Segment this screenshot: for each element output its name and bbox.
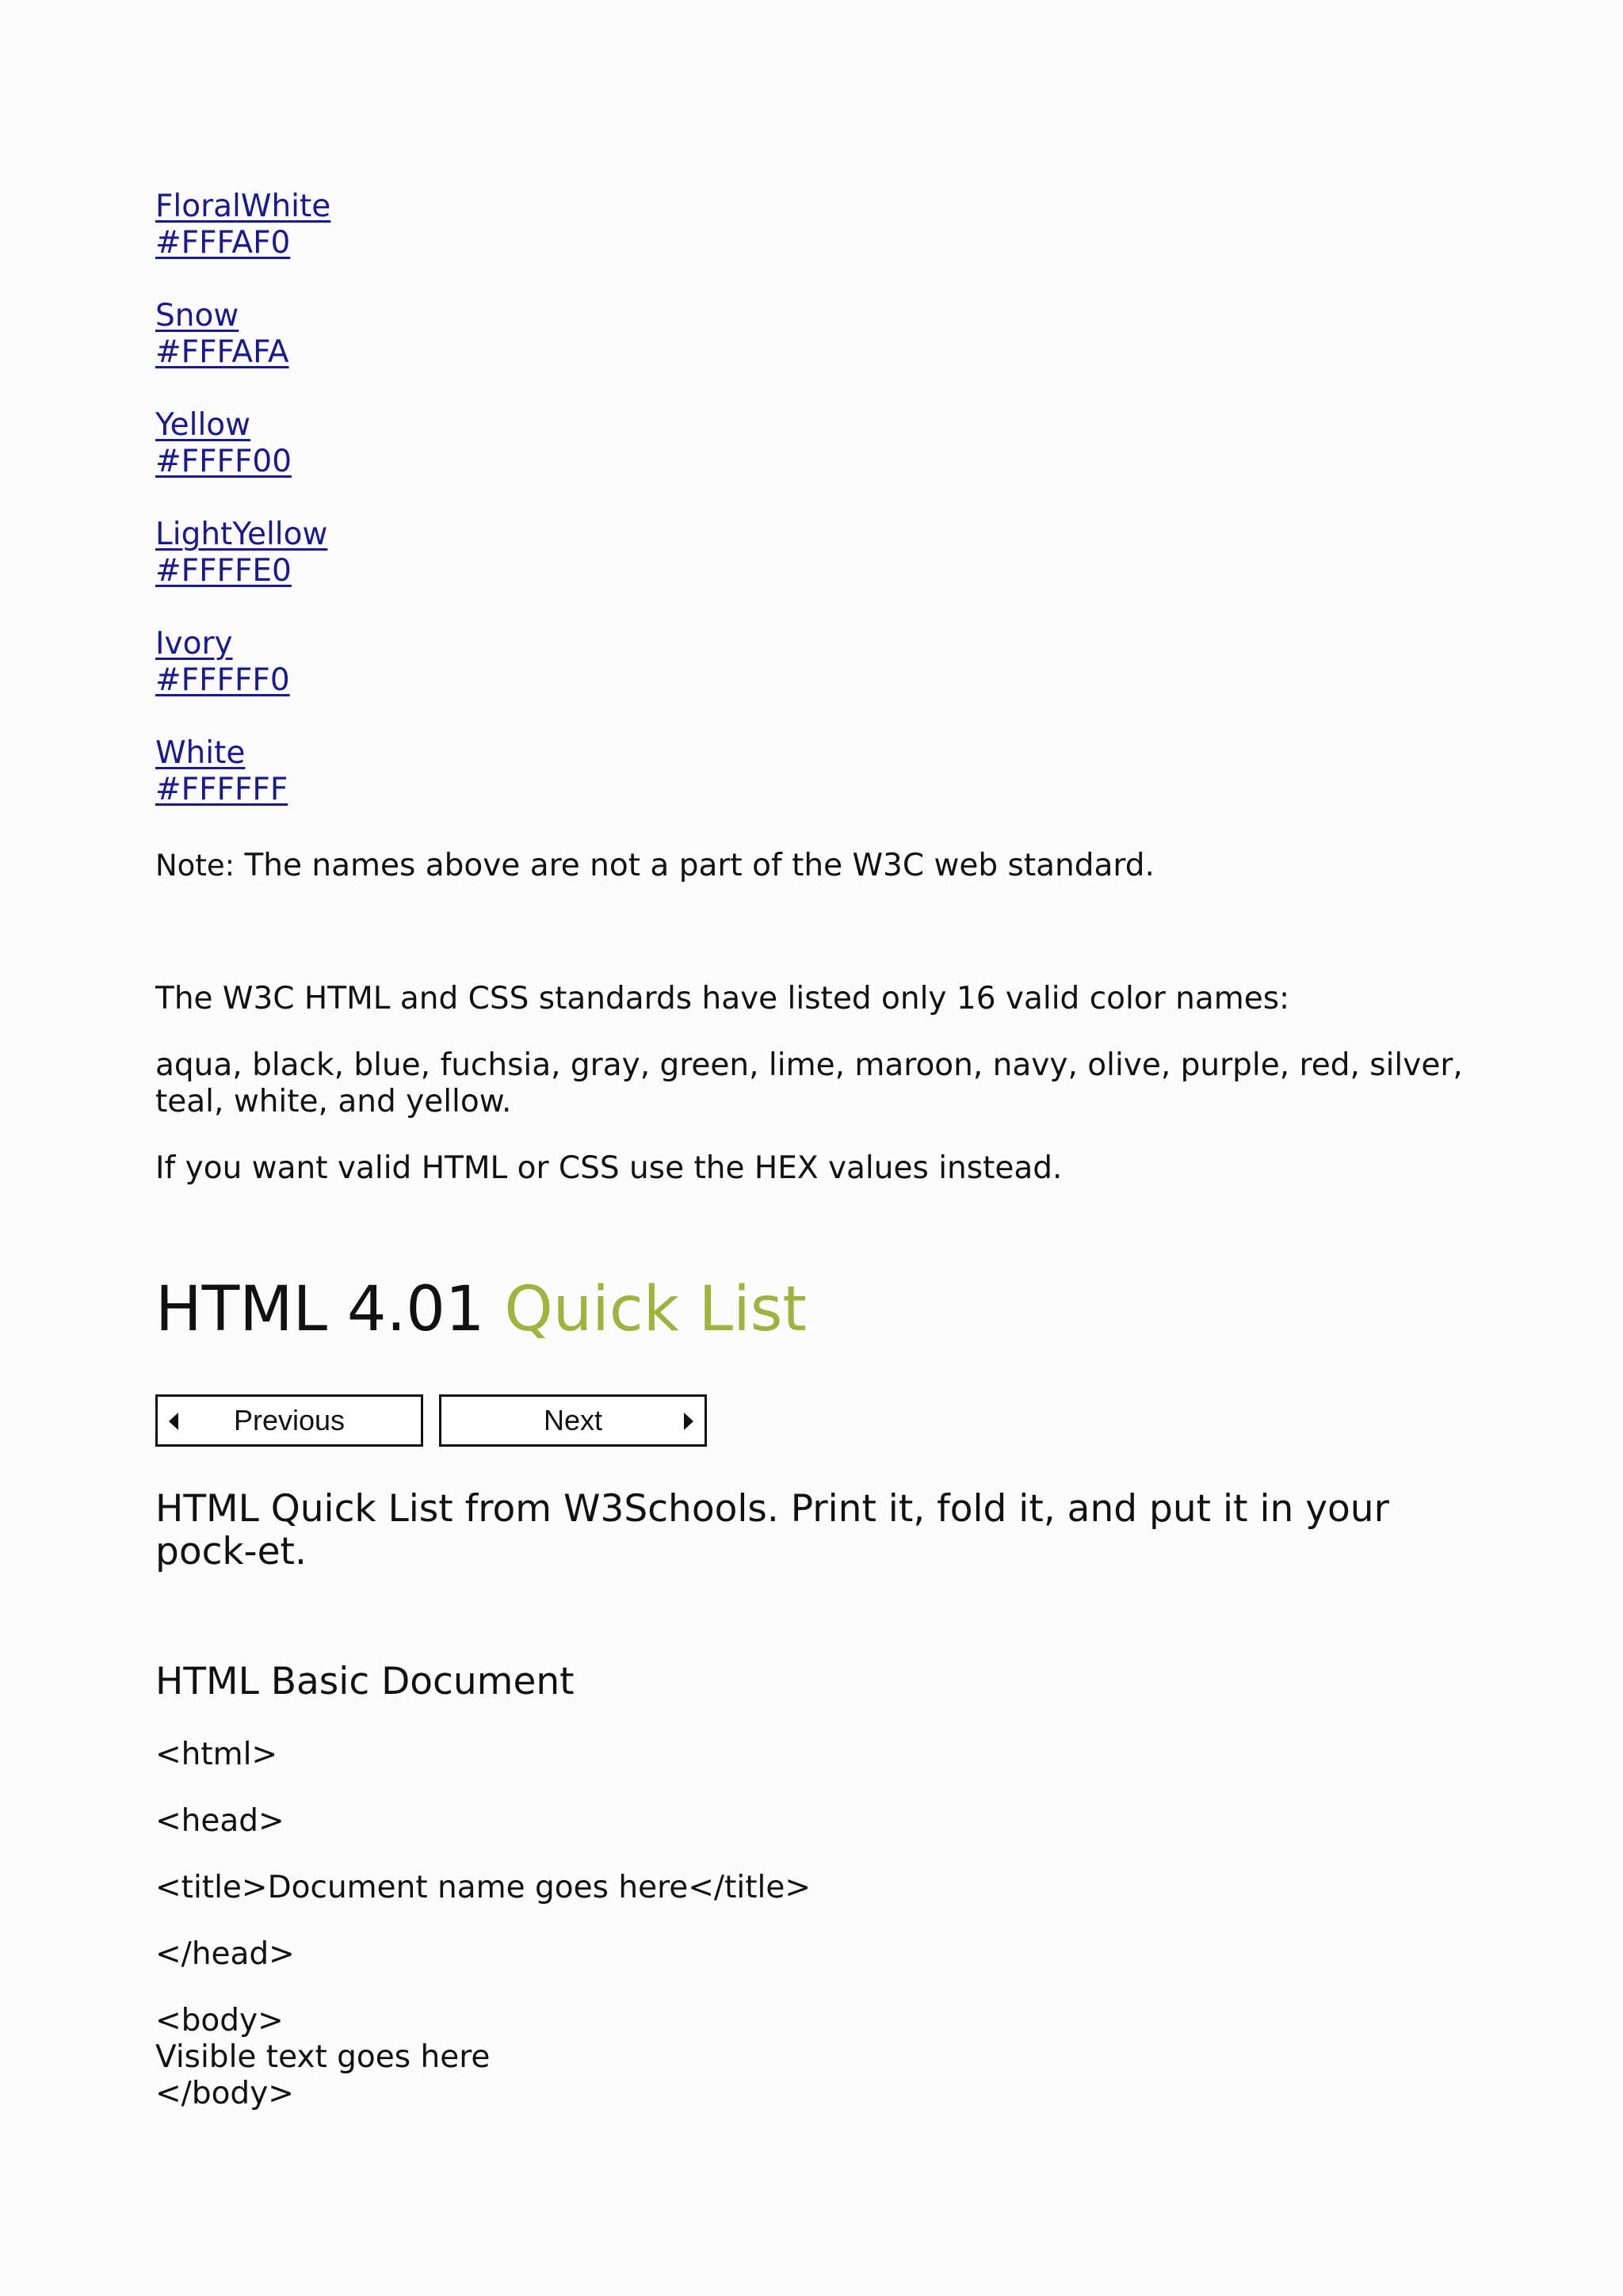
color-entry-white [155, 735, 1106, 845]
color-entry-snow [155, 298, 1106, 407]
code-html-open: <html> [155, 1737, 278, 1772]
section-subheading: HTML Basic Document [155, 1660, 575, 1703]
color-name-link[interactable]: LightYellow [155, 517, 328, 552]
color-hex-link[interactable]: #FFFAF0 [155, 225, 291, 261]
next-button-label: Next [543, 1404, 603, 1436]
previous-button[interactable] [155, 1394, 423, 1447]
code-title-line: <title>Document name goes here</title> [155, 1870, 811, 1905]
quicklist-intro: HTML Quick List from W3Schools. Print it, fold it, and put it in your pock-et. [155, 1487, 1389, 1573]
page-title [155, 1274, 807, 1345]
note-text: The names above are not a part of the W3C web standard. [235, 848, 1155, 883]
code-body-text: Visible text goes here [155, 2039, 491, 2075]
note-line [155, 848, 1155, 884]
standards-advice: If you want valid HTML or CSS use the HEX values instead. [155, 1150, 1063, 1186]
color-hex-link[interactable]: #FFFFFF [155, 772, 288, 807]
color-hex-link[interactable]: #FFFAFA [155, 334, 289, 370]
arrow-right-icon [684, 1413, 693, 1430]
code-head-close: </head> [155, 1936, 295, 1972]
color-name-list [155, 189, 1106, 845]
code-head-open: <head> [155, 1803, 285, 1839]
color-name-link[interactable]: White [155, 735, 246, 771]
color-entry-yellow [155, 407, 1106, 517]
color-name-link[interactable]: FloralWhite [155, 189, 331, 224]
standards-intro: The W3C HTML and CSS standards have listed only 16 valid color names: [155, 981, 1290, 1016]
page-title-main: HTML 4.01 [155, 1274, 505, 1345]
previous-button-label: Previous [233, 1404, 346, 1436]
color-entry-ivory [155, 626, 1106, 735]
code-body-close: </body> [155, 2076, 294, 2111]
next-button[interactable] [439, 1394, 707, 1447]
note-label: Note: [155, 849, 235, 883]
color-hex-link[interactable]: #FFFFE0 [155, 553, 292, 589]
color-hex-link[interactable]: #FFFF00 [155, 444, 292, 479]
color-entry-lightyellow [155, 517, 1106, 626]
page-title-accent: Quick List [504, 1274, 808, 1345]
color-name-link[interactable]: Ivory [155, 626, 233, 662]
color-hex-link[interactable]: #FFFFF0 [155, 662, 290, 698]
color-name-link[interactable]: Yellow [155, 407, 251, 443]
code-body-open: <body> [155, 2003, 284, 2039]
color-entry-floralwhite [155, 189, 1106, 298]
standards-color-list: aqua, black, blue, fuchsia, gray, green, lime, maroon, navy, olive, purple, red, silver, teal, white, and yellow. [155, 1047, 1463, 1119]
color-name-link[interactable]: Snow [155, 298, 239, 334]
